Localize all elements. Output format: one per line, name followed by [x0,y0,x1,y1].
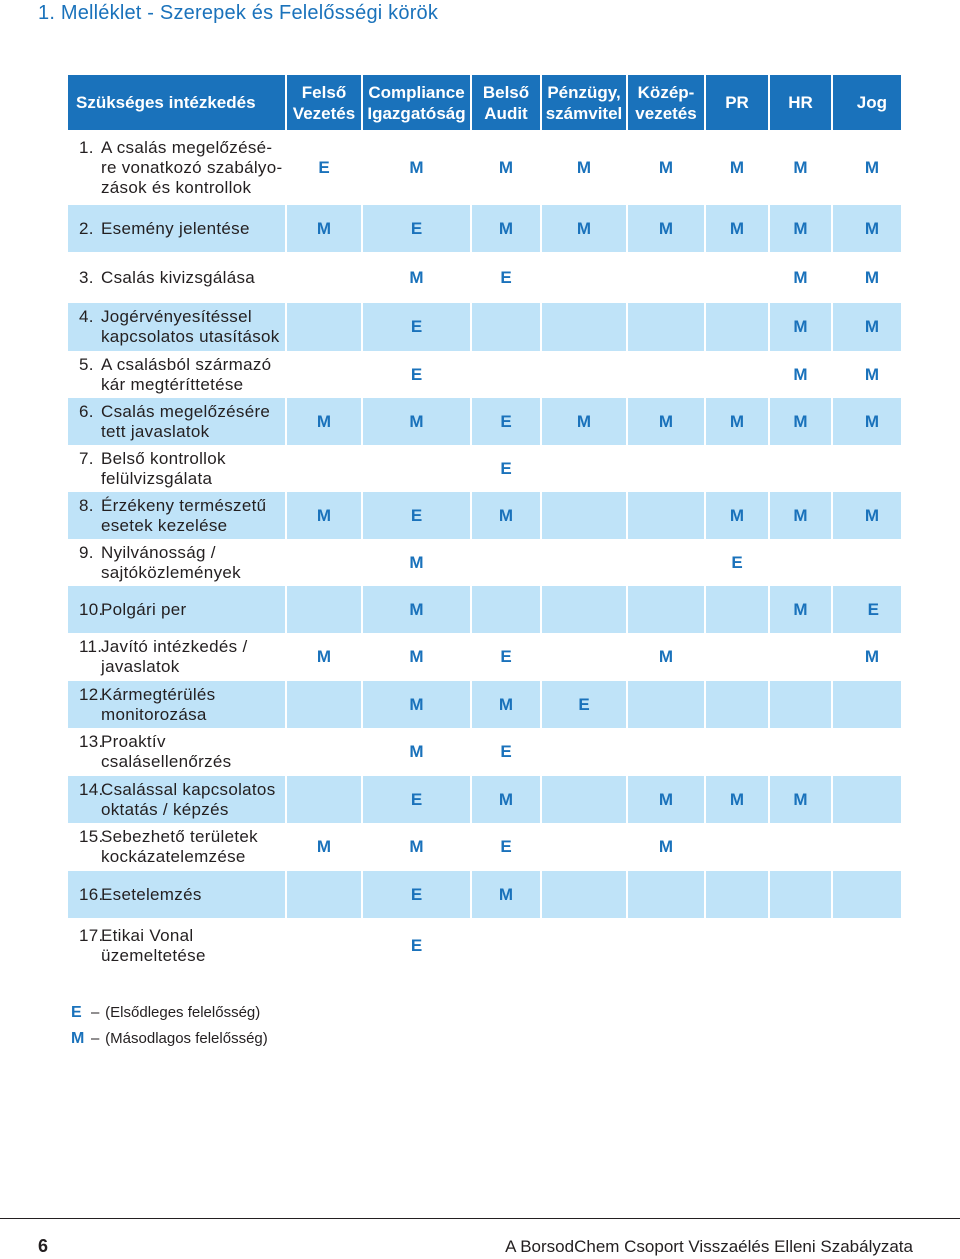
legend-item [71,1000,268,1026]
table-row [68,351,901,398]
responsibility-cell [705,252,769,303]
column-header-1: Felső Vezetés [286,75,362,130]
responsibility-cell: M [362,539,471,586]
responsibility-cell [627,681,705,728]
task-number: 10. [79,599,104,619]
table-row [68,823,901,871]
responsibility-cell: M [541,398,627,445]
responsibility-cell [286,586,362,633]
task-cell [68,871,286,918]
responsibility-cell [286,918,362,974]
task-number: 13. [79,732,104,751]
responsibility-cell: E [362,492,471,539]
task-cell [68,823,286,871]
responsibility-cell: M [769,398,832,445]
responsibility-cell [705,918,769,974]
responsibility-cell: M [362,252,471,303]
task-label-line: felülvizsgálata [101,468,213,488]
task-label-line: oktatás / képzés [101,799,229,819]
responsibility-cell [541,633,627,681]
responsibility-cell [541,303,627,351]
footer-divider [0,1218,960,1219]
task-cell [68,918,286,974]
task-cell [68,492,286,539]
responsibility-cell: E [541,681,627,728]
column-header-7: HR [769,75,832,130]
responsibility-cell: M [832,205,901,252]
responsibility-cell: M [471,776,541,823]
responsibility-cell [705,728,769,776]
responsibility-cell: E [362,205,471,252]
task-label-line: A csalás megelőzésé- [101,137,273,157]
table-row [68,492,901,539]
task-cell [68,130,286,205]
legend [71,1000,268,1052]
responsibility-cell: E [471,398,541,445]
task-label-line: monitorozása [101,704,207,724]
responsibility-cell [832,539,901,586]
responsibility-cell [541,539,627,586]
responsibility-cell [627,492,705,539]
responsibility-cell [286,351,362,398]
table-row [68,303,901,351]
responsibility-cell [471,918,541,974]
table-row [68,918,901,974]
responsibility-cell [705,823,769,871]
responsibility-cell [769,633,832,681]
responsibility-cell: E [471,445,541,492]
responsibility-cell [832,871,901,918]
task-label-line: kapcsolatos utasítások [101,327,280,346]
responsibility-cell [627,445,705,492]
task-label-line: Kármegtérülés [101,684,216,704]
responsibility-cell [832,681,901,728]
table-row [68,681,901,728]
page-number: 6 [38,1236,49,1256]
responsibility-cell: M [832,492,901,539]
responsibility-cell [627,252,705,303]
responsibility-cell: E [705,539,769,586]
task-label-line: Javító intézkedés / [101,637,248,656]
task-label-line: zások és kontrollok [101,177,252,197]
task-number: 14. [79,779,104,799]
responsibility-cell: M [471,492,541,539]
responsibility-cell [627,918,705,974]
responsibility-cell: M [471,871,541,918]
responsibility-cell: M [286,492,362,539]
responsibility-cell [541,776,627,823]
table-row [68,633,901,681]
page-title: 1. Melléklet - Szerepek és Felelősségi körök [38,2,439,24]
responsibility-cell: M [705,130,769,205]
responsibility-cell: M [471,681,541,728]
task-number: 11. [79,637,103,656]
task-number: 16. [79,884,104,904]
responsibility-cell [541,445,627,492]
task-label-line: Sebezhető területek [101,827,258,846]
task-number: 1. [79,137,94,157]
responsibility-cell: E [362,351,471,398]
responsibility-cell [286,252,362,303]
task-label-line: sajtóközlemények [101,562,241,582]
responsibility-cell: E [471,823,541,871]
responsibility-cell [541,871,627,918]
responsibility-cell: M [705,398,769,445]
responsibility-cell [705,351,769,398]
responsibility-cell [705,871,769,918]
task-number: 6. [79,401,94,421]
responsibility-cell [286,871,362,918]
responsibility-cell: M [541,130,627,205]
responsibility-cell [769,871,832,918]
responsibility-cell [541,728,627,776]
responsibility-cell [705,681,769,728]
task-number: 3. [79,267,94,287]
table-row [68,445,901,492]
responsibility-cell [769,539,832,586]
responsibility-cell: M [769,776,832,823]
responsibility-cell [286,539,362,586]
task-number: 7. [79,448,94,468]
responsibility-cell: M [832,351,901,398]
responsibility-cell: M [286,398,362,445]
legend-text: (Másodlagos felelősség) [105,1030,268,1047]
table-row [68,728,901,776]
responsibility-cell: M [362,586,471,633]
legend-item [71,1026,268,1052]
task-label-line: Csalás megelőzésére [101,401,271,421]
responsibility-cell: E [471,728,541,776]
responsibility-cell [769,681,832,728]
task-label-line: kár megtéríttetése [101,374,244,394]
task-label-line: Nyilvánosság / [101,542,216,562]
responsibility-cell: M [832,633,901,681]
responsibility-cell: M [769,351,832,398]
column-header-2: Compliance Igazgatóság [362,75,471,130]
responsibility-cell [832,445,901,492]
task-cell [68,303,286,351]
responsibility-cell [541,252,627,303]
table-row [68,130,901,205]
task-cell [68,728,286,776]
task-cell [68,539,286,586]
task-cell [68,445,286,492]
task-label-line: Csalás kivizsgálása [101,267,256,287]
task-label-line: tett javaslatok [101,421,210,441]
task-number: 5. [79,354,94,374]
table-row [68,539,901,586]
responsibility-cell: M [362,398,471,445]
legend-code: M [71,1030,85,1047]
responsibility-cell: M [286,633,362,681]
responsibility-cell [627,539,705,586]
responsibility-cell: E [362,918,471,974]
responsibility-cell: M [769,205,832,252]
column-header-3: Belső Audit [471,75,541,130]
responsibility-cell [286,776,362,823]
responsibility-cell: M [832,130,901,205]
responsibility-cell: M [627,776,705,823]
task-label-line: A csalásból származó [101,354,272,374]
task-label-line: Polgári per [101,599,187,619]
responsibility-cell: M [286,823,362,871]
task-number: 4. [79,307,94,326]
responsibility-cell: M [627,130,705,205]
column-header-6: PR [705,75,769,130]
task-number: 2. [79,218,94,238]
responsibility-cell [471,303,541,351]
responsibility-cell: M [627,633,705,681]
responsibility-cell [362,445,471,492]
responsibility-cell: M [832,303,901,351]
responsibility-cell: M [705,492,769,539]
responsibility-cell [627,303,705,351]
responsibility-cell [769,445,832,492]
task-label-line: Jogérvényesítéssel [101,307,252,326]
responsibility-cell: E [362,871,471,918]
responsibility-cell [541,918,627,974]
responsibility-cell: M [362,823,471,871]
responsibility-cell [832,823,901,871]
footer-document-title: A BorsodChem Csoport Visszaélés Elleni Szabályzata [505,1237,913,1256]
responsibility-cell [541,351,627,398]
task-label-line: kockázatelemzése [101,847,246,866]
responsibility-cell [541,823,627,871]
table-row [68,205,901,252]
task-cell [68,252,286,303]
task-label-line: Etikai Vonal [101,926,194,945]
task-label-line: Csalással kapcsolatos [101,779,276,799]
task-label-line: Esetelemzés [101,884,202,904]
responsibility-cell: M [627,205,705,252]
task-cell [68,681,286,728]
responsibility-cell: M [471,205,541,252]
responsibility-cell [769,918,832,974]
responsibility-cell [471,539,541,586]
matrix-body [68,130,901,974]
table-row [68,871,901,918]
task-label-line: javaslatok [101,657,180,676]
responsibility-cell [627,728,705,776]
task-number: 8. [79,495,94,515]
responsibility-cell: M [769,252,832,303]
responsibility-cell [832,776,901,823]
responsibility-cell [705,445,769,492]
responsibility-cell [769,728,832,776]
responsibility-cell: M [769,130,832,205]
responsibility-cell [286,303,362,351]
responsibility-cell [286,445,362,492]
responsibility-cell: E [471,252,541,303]
task-cell [68,586,286,633]
responsibility-cell: M [769,303,832,351]
responsibility-cell: M [627,398,705,445]
responsibility-cell: M [362,681,471,728]
table-row [68,398,901,445]
responsibility-cell [832,728,901,776]
column-header-4: Pénzügy, számvitel [541,75,627,130]
responsibility-cell [705,633,769,681]
task-cell [68,205,286,252]
column-header-5: Közép- vezetés [627,75,705,130]
responsibility-cell [627,351,705,398]
task-cell [68,633,286,681]
responsibility-cell: E [471,633,541,681]
table-row [68,776,901,823]
responsibility-cell [541,586,627,633]
task-number: 17. [79,926,104,945]
responsibility-cell: M [627,823,705,871]
legend-code: E [71,1004,82,1021]
task-label-line: Érzékeny természetű [101,495,267,515]
task-cell [68,398,286,445]
responsibility-matrix [68,75,901,974]
task-label-line: re vonatkozó szabályo- [101,157,283,177]
responsibility-cell: M [832,252,901,303]
responsibility-cell [627,871,705,918]
task-label-line: Esemény jelentése [101,218,250,238]
responsibility-cell [471,351,541,398]
responsibility-cell: E [362,776,471,823]
table-row [68,252,901,303]
responsibility-cell: M [541,205,627,252]
responsibility-cell: M [362,130,471,205]
task-label-line: Proaktív [101,732,166,751]
responsibility-cell: E [286,130,362,205]
legend-dash: – [91,1004,100,1021]
responsibility-cell [471,586,541,633]
legend-text: (Elsődleges felelősség) [105,1004,261,1021]
responsibility-cell: M [705,776,769,823]
responsibility-cell [627,586,705,633]
responsibility-cell: M [471,130,541,205]
responsibility-cell: E [832,586,901,633]
task-label-line: üzemeltetése [101,946,206,965]
legend-dash: – [91,1030,100,1047]
responsibility-cell: M [769,492,832,539]
responsibility-cell [705,586,769,633]
task-cell [68,351,286,398]
responsibility-cell [286,728,362,776]
header-row [68,75,901,130]
responsibility-cell: M [286,205,362,252]
responsibility-cell [541,492,627,539]
task-label-line: esetek kezelése [101,515,228,535]
column-header-8: Jog [832,75,901,130]
responsibility-cell: M [705,205,769,252]
task-cell [68,776,286,823]
task-number: 9. [79,542,94,562]
responsibility-cell [705,303,769,351]
responsibility-cell: M [362,728,471,776]
task-label-line: Belső kontrollok [101,448,226,468]
responsibility-cell: M [769,586,832,633]
task-label-line: csalásellenőrzés [101,752,232,771]
column-header-task: Szükséges intézkedés [68,75,286,130]
table-row [68,586,901,633]
responsibility-cell: E [362,303,471,351]
responsibility-cell [286,681,362,728]
responsibility-cell: M [832,398,901,445]
responsibility-cell: M [362,633,471,681]
responsibility-cell [769,823,832,871]
responsibility-cell [832,918,901,974]
task-number: 12. [79,684,104,704]
task-number: 15. [79,827,104,846]
